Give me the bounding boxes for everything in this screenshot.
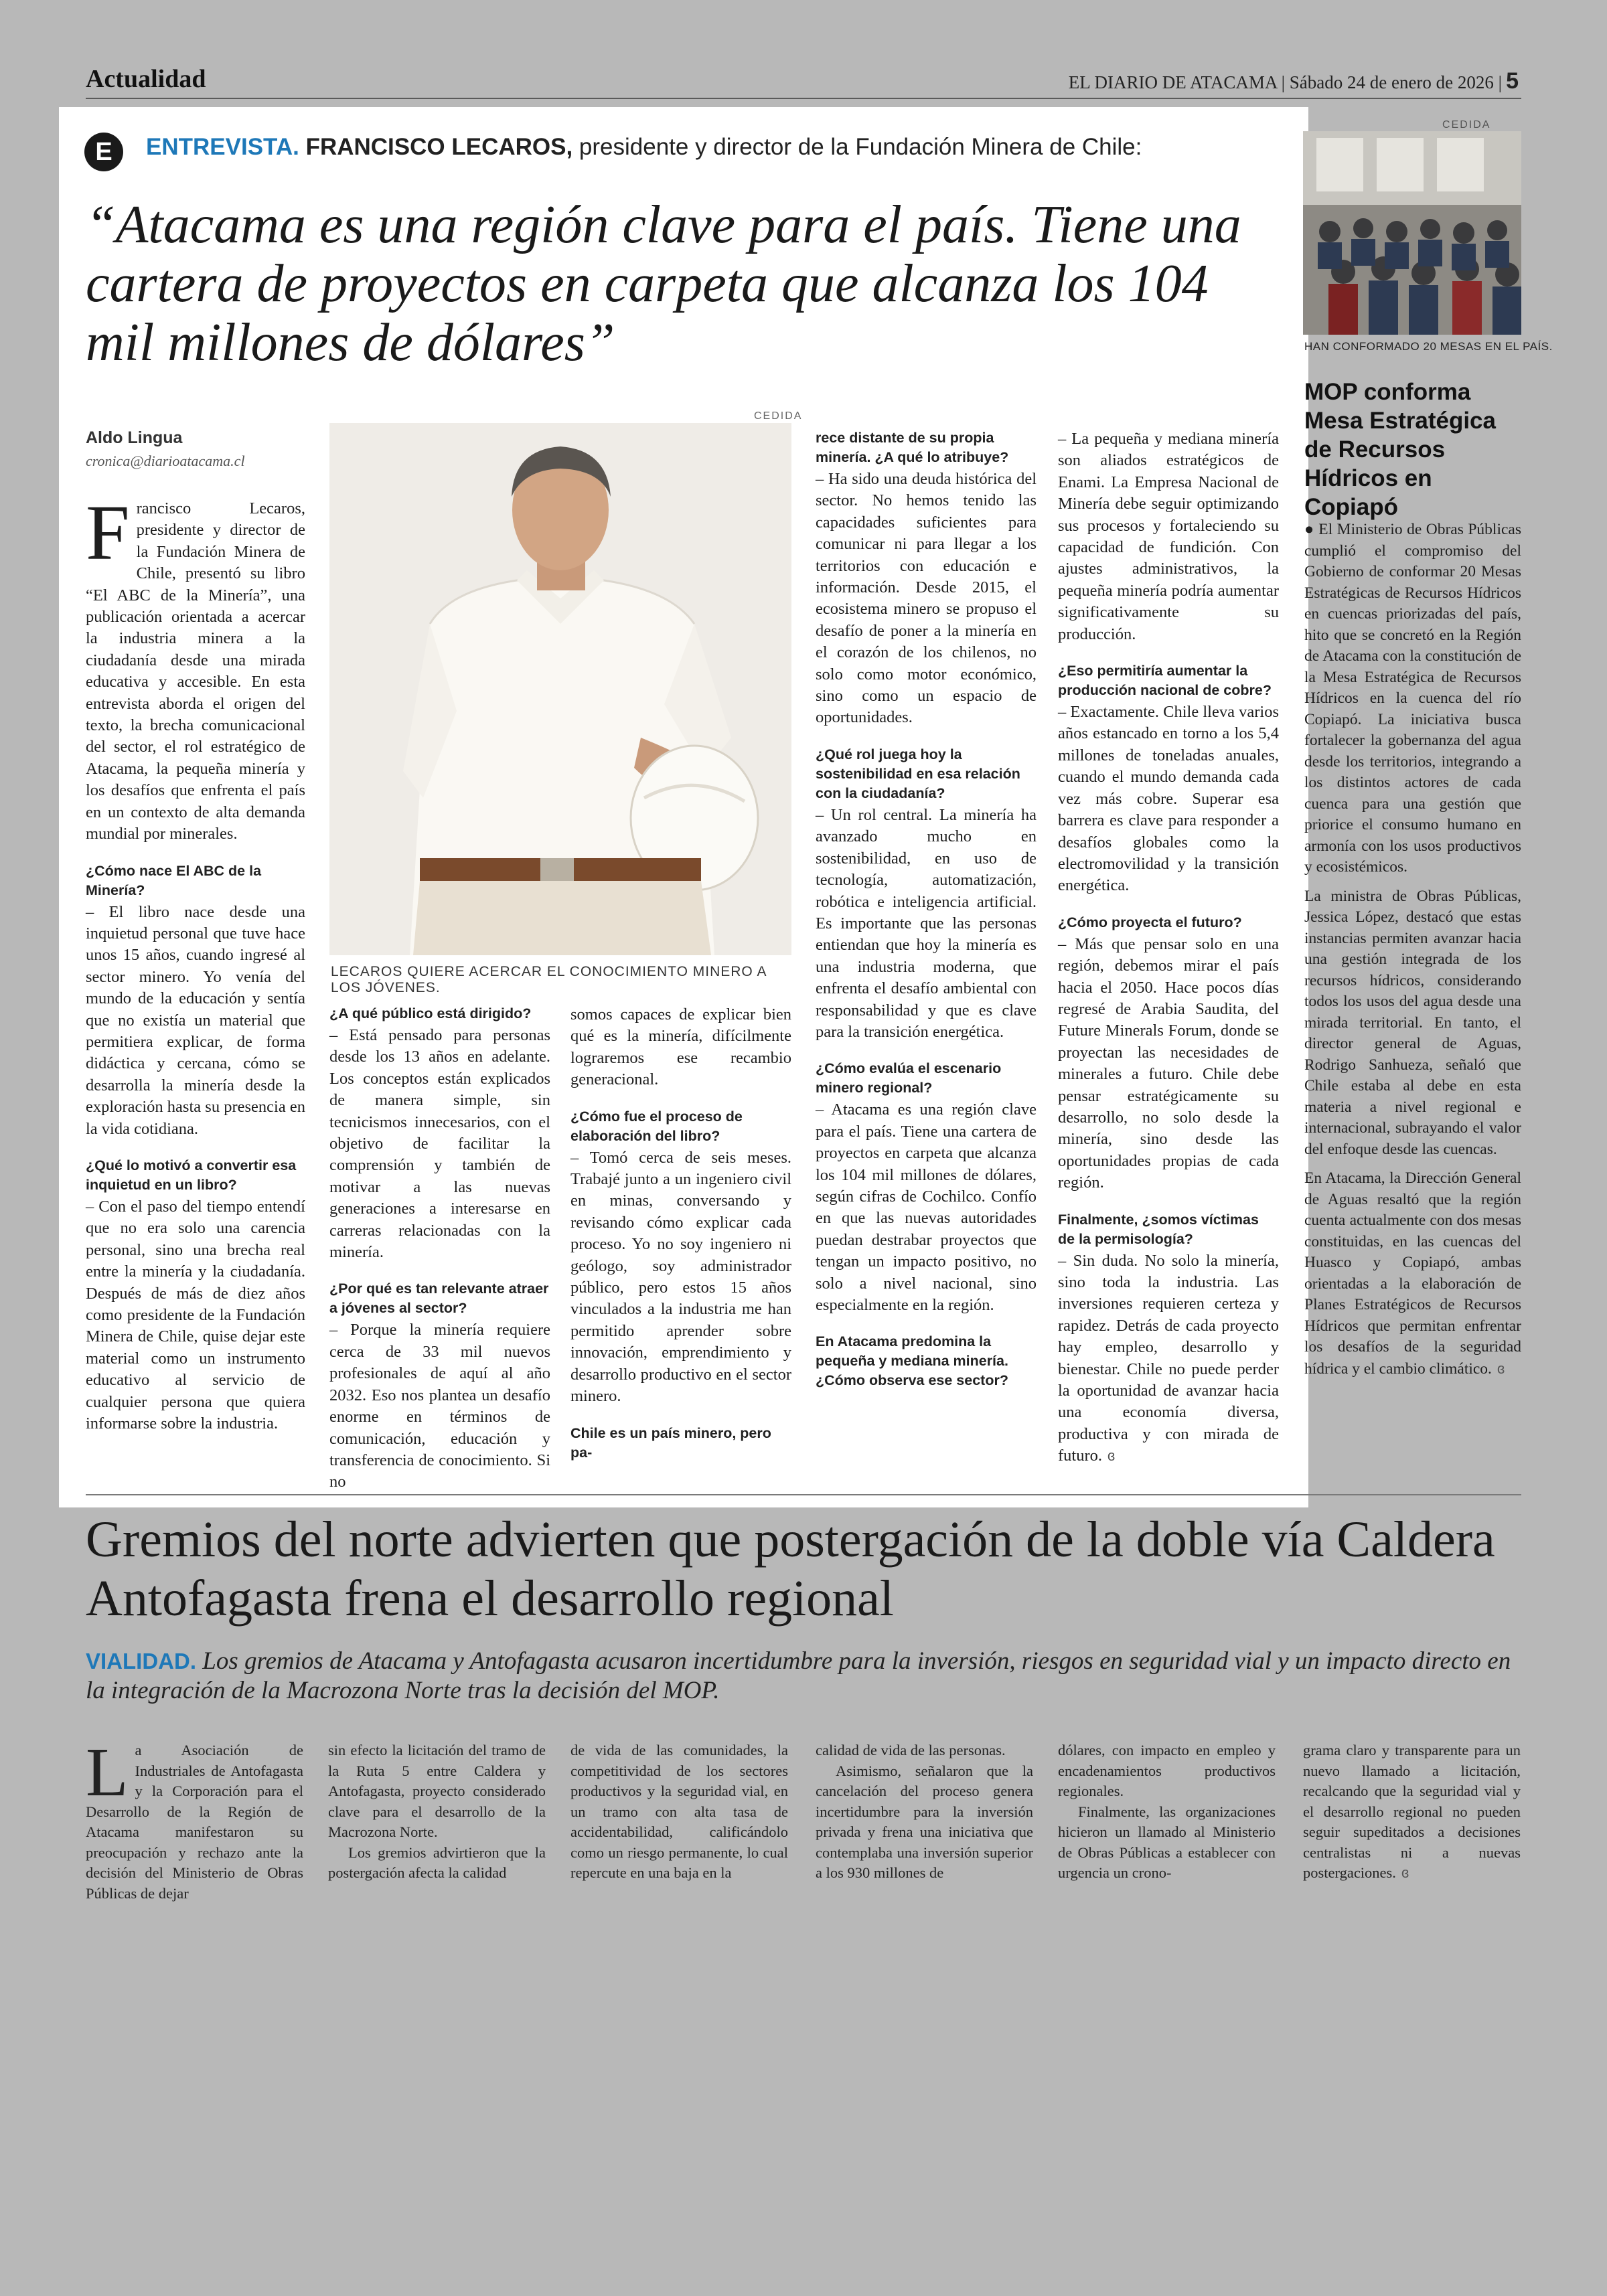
kicker-name: FRANCISCO LECAROS,: [305, 134, 573, 160]
lower-column-1: [86, 1734, 303, 1904]
photo-caption: LECAROS QUIERE ACERCAR EL CONOCIMIENTO MINERO A LOS JÓVENES.: [331, 964, 767, 995]
question: En Atacama predomina la pequeña y mediana minería. ¿Cómo observa ese sector?: [816, 1333, 1008, 1389]
lower-paragraph: [1303, 1740, 1521, 1884]
answer: – Porque la minería requiere cerca de 33 mil nuevos profesionales de aquí al año 2032. Eso nos plantea un desafío enorme en términos de comunicación, educación y transferencia de conocimiento. Si no: [329, 1321, 550, 1491]
sidebar-photo: [1303, 131, 1521, 335]
answer: – El libro nace desde una inquietud personal que tuve hace unos 15 años, cuando ingresé al sector minero. Yo venía del mundo de la educación y sentía que no existía un material que permitiera explicar, de forma didáctica y cercana, cómo se desarrolla la minería desde la exploración hasta su presencia en la vida cotidiana.: [86, 902, 305, 1138]
kicker-role: presidente y director de la Fundación Minera de Chile:: [572, 134, 1142, 160]
question: ¿Qué rol juega hoy la sostenibilidad en esa relación con la ciudadanía?: [816, 746, 1020, 801]
page-number: 5: [1506, 68, 1519, 94]
question: ¿Cómo fue el proceso de elaboración del libro?: [570, 1108, 743, 1144]
question: ¿Cómo nace El ABC de la Minería?: [86, 862, 262, 898]
answer: – Ha sido una deuda histórica del sector. No hemos tenido las capacidades suficientes para comunicar ni para llegar a los territorios con educación e información. Desde 2015, el ecosistema minero se propuso el desafío de poner a la minería en el corazón de los chilenos, no solo como motor económico, sino como un espacio de oportunidades.: [816, 470, 1037, 727]
masthead-text: EL DIARIO DE ATACAMA | Sábado 24 de enero de 2026 |: [1068, 72, 1503, 92]
kicker-label: ENTREVISTA.: [146, 134, 299, 160]
end-mark-icon: ɞ: [1107, 1447, 1116, 1465]
photo-credit: CEDIDA: [754, 410, 803, 422]
answer: – Tomó cerca de seis meses. Trabajé junto a un ingeniero civil en minas, conversando y revisando cómo explicar cada proceso. Yo no soy ingeniero ni geólogo, soy administrador público, pero estos 15 años vinculados a la industria me han permitido aprender sobre innovación, emprendimiento y desarrollo productivo en el sector minero.: [570, 1148, 791, 1406]
sidebar-photo-credit: CEDIDA: [1442, 119, 1491, 131]
dropcap: L: [86, 1734, 129, 1811]
interview-column-2: [329, 1004, 550, 1501]
answer: – Está pensado para personas desde los 13 años en adelante. Los conceptos están explicados de manera simple, sin tecnicismos innecesarios, con el objetivo de facilitar la comprensión y también de motivar a las nuevas generaciones a interesarse en carreras relacionadas con la minería.: [329, 1026, 550, 1262]
question: ¿Cómo proyecta el futuro?: [1058, 914, 1242, 930]
lower-column-2: [328, 1740, 546, 1884]
lead-paragraph: [86, 489, 305, 845]
byline-author: Aldo Lingua: [86, 428, 183, 447]
meeting-room-illustration: [1303, 131, 1521, 335]
answer: [1058, 1250, 1279, 1467]
question: ¿Eso permitiría aumentar la producción nacional de cobre?: [1058, 663, 1272, 699]
sidebar-paragraph: ● El Ministerio de Obras Públicas cumplió el compromiso del Gobierno de conformar 20 Mesas Estratégicas de Recursos Hídricos en cuencas priorizadas del país, hito que se concretó en la Región de Atacama con la constitución de la Mesa Estratégica de Recursos Hídricos en la cuenca del río Copiapó. La iniciativa busca fortalecer la gobernanza del agua desde los territorios, integrando a los distintos actores de cada cuenca para una gestión que priorice el consumo humano en armonía con los usos productivos y ecosistémicos.: [1304, 521, 1521, 876]
lower-column-6: [1303, 1740, 1521, 1884]
interview-column-3: [570, 1004, 791, 1464]
lower-paragraph-text: grama claro y transparente para un nuevo llamado a licitación, recalcando que la seguridad vial y el desarrollo regional no pueden seguir supeditados a decisiones centralistas ni a nuevas postergaciones.: [1303, 1742, 1521, 1881]
sidebar-paragraph-text: En Atacama, la Dirección General de Aguas resaltó que la región cuenta actualmente con dos mesas constituidas, en las cuencas del Huasco y Copiapó, ambas orientadas a la elaboración de Planes Estratégicos de Recursos Hídricos que permitan enfrentar los desafíos de la seguridad hídrica y el cambio climático.: [1304, 1169, 1521, 1378]
masthead: [1069, 68, 1519, 94]
answer: – Más que pensar solo en una región, debemos mirar el país hacia el 2050. Hace pocos días regresé de Arabia Saudita, del Future Minerals Forum, donde se proyectan las necesidades de minerales a futuro. Chile debe pensar estratégicamente su desarrollo, no solo desde la minería, sino desde las oportunidades propias de cada región.: [1058, 934, 1279, 1192]
deck-label: VIALIDAD.: [86, 1649, 196, 1673]
interview-photo: [329, 423, 791, 955]
sidebar-headline: MOP conforma Mesa Estratégica de Recursos Hídricos en Copiapó: [1304, 379, 1496, 520]
answer-text: – Sin duda. No solo la minería, sino toda la industria. Las inversiones requieren certeza y rapidez. Detrás de cada proyecto hay empleo, desarrollo y bienestar. Chile no puede perder la oportunidad de avanzar hacia una economía diversa, productiva y con mirada de futuro.: [1058, 1251, 1279, 1465]
interview-kicker: [146, 134, 1142, 161]
lower-paragraph: Los gremios advirtieron que la postergación afecta la calidad: [328, 1843, 546, 1881]
lower-column-3: [570, 1740, 788, 1884]
lower-column-4: [816, 1740, 1033, 1884]
interview-column-1: [86, 489, 305, 1443]
sidebar-paragraph: [1304, 1168, 1521, 1380]
lower-paragraph: dólares, con impacto en empleo y encadenamientos productivos regionales.: [1058, 1742, 1276, 1799]
lower-column-5: [1058, 1740, 1276, 1884]
lower-paragraph: calidad de vida de las personas.: [816, 1742, 1006, 1758]
answer: – Exactamente. Chile lleva varios años estancado en torno a los 5,4 millones de toneladas anuales, cuando el mundo demanda cada vez más cobre. Superar esa barrera es clave para responder a desafíos globales como la electromovilidad y la transición energética.: [1058, 703, 1279, 895]
deck-text: Los gremios de Atacama y Antofagasta acusaron incertidumbre para la inversión, riesgos en seguridad vial y un impacto directo en la integración de la Macrozona Norte tras la decisión del MOP.: [86, 1647, 1511, 1704]
sidebar-photo-caption: HAN CONFORMADO 20 MESAS EN EL PAÍS.: [1304, 340, 1553, 353]
end-mark-icon: ɞ: [1401, 1864, 1409, 1881]
end-mark-icon: ɞ: [1497, 1360, 1505, 1377]
dropcap: F: [86, 489, 130, 576]
lower-article-headline: Gremios del norte advierten que postergación de la doble vía Caldera Antofagasta frena el desarrollo regional: [86, 1511, 1495, 1627]
sidebar-paragraph: La ministra de Obras Públicas, Jessica López, destacó que estas instancias permiten avanzar hacia una gestión integrada de los recursos hídricos, considerando todos los usos del agua desde una mirada territorial. En tanto, el director general de Aguas, Rodrigo Sanhueza, señaló que Chile estaba al debe en esta materia a nivel regional e internacional, subrayando el valor del enfoque desde las cuencas.: [1304, 887, 1521, 1158]
lower-paragraph-text: a Asociación de Industriales de Antofagasta y la Corporación para el Desarrollo de la Región de Atacama manifestaron su preocupación y rechazo ante la decisión del Ministerio de Obras Públicas de dejar: [86, 1742, 303, 1902]
answer: somos capaces de explicar bien qué es la minería, difícilmente lograremos ese recambio generacional.: [570, 1005, 791, 1089]
question: Finalmente, ¿somos víctimas de la permisología?: [1058, 1211, 1259, 1247]
answer: – La pequeña y mediana minería son aliados estratégicos de Enami. La Empresa Nacional de Minería debe seguir optimizando sus procesos y fortaleciendo su capacidad de fundición. Con ajustes administrativos, la pequeña minería podría aumentar significativamente su producción.: [1058, 430, 1279, 643]
answer: – Un rol central. La minería ha avanzado mucho en sostenibilidad, en uso de tecnología, automatización, robótica e inteligencia artificial. Es importante que las personas entiendan que hoy la minería es una industria moderna, que enfrenta el desafío ambiental con responsabilidad y que es clave para la transición energética.: [816, 805, 1037, 1041]
lower-paragraph: [86, 1734, 303, 1904]
question: ¿Qué lo motivó a convertir esa inquietud en un libro?: [86, 1157, 297, 1193]
lower-paragraph: Asimismo, señalaron que la cancelación del proceso genera incertidumbre para la inversión privada y frena una iniciativa que contemplaba una inversión superior a los 930 millones de: [816, 1762, 1033, 1881]
sidebar-body: [1304, 519, 1521, 1388]
header-rule: [86, 98, 1521, 99]
byline-email[interactable]: cronica@diarioatacama.cl: [86, 453, 245, 469]
question: rece distante de su propia minería. ¿A qué lo atribuye?: [816, 430, 1009, 465]
lower-paragraph: de vida de las comunidades, la competitividad de los sectores productivos y la seguridad vial, en un tramo con alta tasa de accidentabilidad, calificándolo como un riesgo permanente, lo cual repercute en una baja en la: [570, 1742, 788, 1881]
lower-paragraph: Finalmente, las organizaciones hicieron un llamado al Ministerio de Obras Públicas a establecer con urgencia un crono-: [1058, 1803, 1276, 1881]
article-divider: [86, 1494, 1521, 1495]
interview-column-5: [1058, 428, 1279, 1475]
answer: – Con el paso del tiempo entendí que no era solo una carencia personal, sino una brecha real entre la minería y la ciudadanía. Después de más de diez años como presidente de la Fundación Minera de Chile, quise dejar este material como un instrumento educativo al servicio de cualquier persona que quiera informarse sobre la industria.: [86, 1197, 305, 1433]
lower-paragraph: sin efecto la licitación del tramo de la Ruta 5 entre Caldera y Antofagasta, proyecto considerado clave para el desarrollo de la Macrozona Norte.: [328, 1742, 546, 1840]
question: ¿Por qué es tan relevante atraer a jóvenes al sector?: [329, 1281, 549, 1317]
section-label: Actualidad: [86, 65, 206, 93]
interview-column-4: [816, 428, 1037, 1392]
answer: – Atacama es una región clave para el país. Tiene una cartera de proyectos en carpeta que alcanza los 104 mil millones de dólares, según cifras de Cochilco. Confío en que las nuevas autoridades puedan destrabar proyectos que tengan un impacto positivo, no solo a nivel nacional, sino especialmente en la región.: [816, 1100, 1037, 1314]
question: ¿A qué público está dirigido?: [329, 1005, 532, 1021]
lower-article-deck: [86, 1647, 1525, 1706]
lead-text: rancisco Lecaros, presidente y director de la Fundación Minera de Chile, presentó su libro “El ABC de la Minería”, una publicación orientada a acercar la industria minera a la ciudadanía desde una mirada educativa y accesible. En esta entrevista aborda el origen del texto, la brecha comunicacional del sector, el rol estratégico de Atacama, la pequeña minería y los desafíos que enfrenta el país en un contexto de alta demanda mundial por minerales.: [86, 499, 305, 843]
question: Chile es un país minero, pero pa-: [570, 1424, 771, 1461]
question: ¿Cómo evalúa el escenario minero regional?: [816, 1060, 1002, 1096]
portrait-illustration: [329, 423, 791, 955]
interview-badge-icon: E: [84, 133, 123, 171]
interview-headline: “Atacama es una región clave para el país. Tiene una cartera de proyectos en carpeta que alcanza los 104 mil millones de dólares”: [86, 195, 1241, 372]
